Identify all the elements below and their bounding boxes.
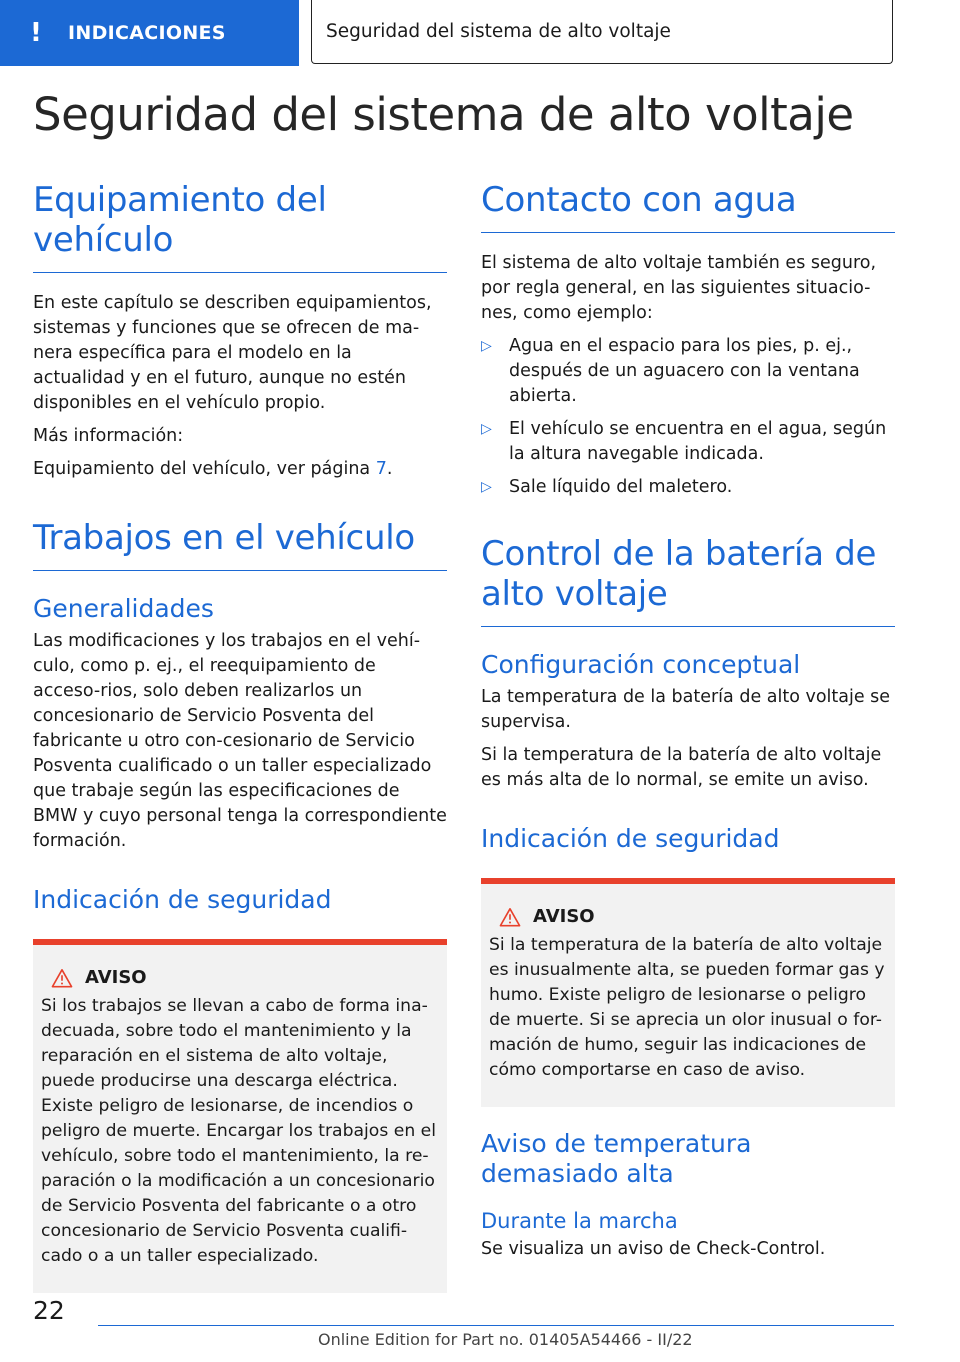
water-bullet-list <box>481 334 895 500</box>
reference-suffix: . <box>386 459 393 479</box>
safety-heading: Indicación de seguridad <box>481 824 780 853</box>
temperature-body: Se visualiza un aviso de Check-Control. <box>481 1239 826 1259</box>
safety-heading: Indicación de seguridad <box>33 885 332 914</box>
running-header-title: Seguridad del sistema de alto voltaje <box>326 21 671 42</box>
triangle-right-icon: ▷ <box>481 421 492 437</box>
page-link[interactable]: 7 <box>375 459 387 479</box>
warning-triangle-icon <box>51 968 73 988</box>
reference-text: Equipamiento del vehículo, ver página <box>33 459 376 479</box>
warning-title: AVISO <box>85 967 147 988</box>
footer-divider <box>98 1325 894 1326</box>
list-item <box>481 417 895 467</box>
section-tab-label: INDICACIONES <box>68 22 226 44</box>
battery-heading: Control de la batería de alto voltaje <box>481 534 877 614</box>
concept-subheading: Configuración conceptual <box>481 650 801 679</box>
battery-body-1: La temperatura de la batería de alto voltaje se supervisa. <box>481 687 891 732</box>
page-title: Seguridad del sistema de alto voltaje <box>33 88 854 141</box>
list-item <box>481 475 895 500</box>
right-column <box>481 180 895 1262</box>
equipment-heading: Equipamiento del vehículo <box>33 180 327 260</box>
exclamation-icon: ! <box>30 18 42 48</box>
work-body: Las modificaciones y los trabajos en el vehí-culo, como p. ej., el reequipamiento de acceso-rios, solo deben realizarlos un concesionario de Servicio Posventa del fabricante u otro con-cesionario de Servicio Posventa cualificado o un taller especializado que trabaje según las especificaciones de BMW y cuyo personal tenga la correspondiente formación. <box>33 631 447 851</box>
more-info-label: Más información: <box>33 426 184 446</box>
battery-section-header <box>481 534 895 627</box>
work-section-header <box>33 518 447 571</box>
left-column <box>33 180 447 1293</box>
warning-header <box>41 967 439 988</box>
section-tab <box>0 0 299 66</box>
driving-subheading: Durante la marcha <box>481 1209 678 1233</box>
warning-header <box>489 906 887 927</box>
warning-box <box>481 878 895 1107</box>
list-item <box>481 334 895 409</box>
equipment-body: En este capítulo se describen equipamientos, sistemas y funciones que se ofrecen de ma-nera específica para el modelo en la actualidad y en el futuro, aunque no estén disponibles en el vehículo propio. <box>33 293 432 413</box>
water-body: El sistema de alto voltaje también es seguro, por regla general, en las siguientes situacio-nes, como ejemplo: <box>481 253 877 323</box>
temperature-heading: Aviso de temperatura demasiado alta <box>481 1129 752 1188</box>
warning-box <box>33 939 447 1293</box>
page-number: 22 <box>33 1296 65 1325</box>
battery-body-2: Si la temperatura de la batería de alto voltaje es más alta de lo normal, se emite un aviso. <box>481 745 882 790</box>
equipment-section-header <box>33 180 447 273</box>
warning-title: AVISO <box>533 906 595 927</box>
running-header <box>311 0 893 64</box>
list-item-text: Agua en el espacio para los pies, p. ej., después de un aguacero con la ventana abierta. <box>509 336 860 406</box>
equipment-reference <box>33 457 447 482</box>
triangle-right-icon: ▷ <box>481 479 492 495</box>
list-item-text: Sale líquido del maletero. <box>509 477 733 497</box>
triangle-right-icon: ▷ <box>481 338 492 354</box>
warning-triangle-icon <box>499 907 521 927</box>
water-heading: Contacto con agua <box>481 180 797 220</box>
warning-body: Si los trabajos se llevan a cabo de forma ina-decuada, sobre todo el mantenimiento y la reparación en el sistema de alto voltaje, puede producirse una descarga eléctrica. Existe peligro de lesionarse, de incendios o peligro de muerte. Encargar los trabajos en el vehículo, sobre todo el mantenimiento, la re-paración o la modificación a un concesionario de Servicio Posventa del fabricante o a otro concesionario de Servicio Posventa cualifi-cado o a un taller especializado. <box>41 996 437 1266</box>
warning-body: Si la temperatura de la batería de alto voltaje es inusualmente alta, se pueden formar gas y humo. Existe peligro de lesionarse o peligro de muerte. Si se aprecia un olor inusual o for-mación de humo, seguir las indicaciones de cómo comportarse en caso de aviso. <box>489 935 885 1080</box>
list-item-text: El vehículo se encuentra en el agua, según la altura navegable indicada. <box>509 419 887 464</box>
water-section-header <box>481 180 895 233</box>
general-subheading: Generalidades <box>33 594 214 623</box>
work-heading: Trabajos en el vehículo <box>33 518 415 558</box>
edition-footer: Online Edition for Part no. 01405A54466 - II/22 <box>318 1330 693 1349</box>
